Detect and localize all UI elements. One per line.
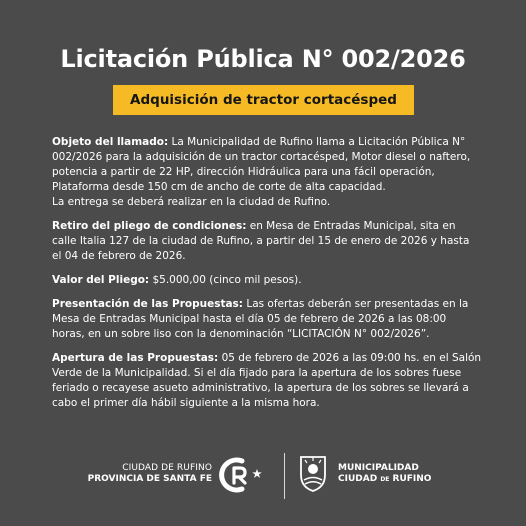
city-line-1: CIUDAD DE RUFINO (122, 463, 212, 473)
municipality-name (338, 463, 431, 485)
section-text: 05 de febrero de 2026 a las 09:00 hs. en el Salón Verde de la Municipalidad. Si el día fijado para la apertura de los sobres fuese feriado o recayese asueto administrativo, la apertura de los sobres se llevará a cabo el primer día hábil siguiente a la misma hora. (52, 352, 482, 409)
city-line-2: PROVINCIA DE SANTA FE (87, 474, 212, 484)
city-name (82, 463, 212, 485)
section-apertura (52, 351, 482, 411)
footer (0, 448, 526, 502)
municipal-seal-icon (298, 453, 328, 493)
city-logo-icon (218, 455, 264, 495)
municipality-line-2-b: RUFINO (389, 474, 432, 484)
r-letter-shape (234, 468, 245, 483)
municipality-line-2-small: DE (380, 476, 390, 483)
page-title: Licitación Pública N° 002/2026 (60, 45, 466, 73)
section-text: $5.000,00 (cinco mil pesos). (152, 274, 302, 286)
municipality-line-2-a: CIUDAD (338, 474, 381, 484)
section-label: Objeto del llamado: (52, 136, 169, 148)
municipality-line-1: MUNICIPALIDAD (338, 463, 419, 473)
section-label: Retiro del pliego de condiciones: (52, 220, 247, 232)
c-letter-shape (222, 460, 242, 490)
section-retiro (52, 219, 482, 264)
section-text: Las ofertas deberán ser presentadas en la Mesa de Entradas Municipal hasta el día 05 de febrero de 2026 a las 08:00 horas, en un sobre liso con la denominación “LICITACIÓN N° 002/2026”. (52, 298, 469, 340)
section-presentacion (52, 297, 482, 342)
section-objeto (52, 135, 482, 210)
section-text: en Mesa de Entradas Municipal, sita en calle Italia 127 de la ciudad de Rufino, a partir del 15 de enero de 2026 y hasta el 04 de febrero de 2026. (52, 220, 470, 262)
section-label: Apertura de las Propuestas: (52, 352, 219, 364)
footer-divider (284, 453, 285, 499)
section-extra-text: La entrega se deberá realizar en la ciudad de Rufino. (52, 196, 331, 208)
subtitle-banner (113, 85, 414, 115)
subtitle-text: Adquisición de tractor cortacésped (130, 92, 397, 108)
section-label: Presentación de las Propuestas: (52, 298, 243, 310)
section-text: La Municipalidad de Rufino llama a Licitación Pública N° 002/2026 para la adquisición de un tractor cortacésped, Motor diesel o naftero, potencia a partir de 22 HP, dirección Hidráulica para una fácil operación, Plataforma desde 150 cm de ancho de corte de alta capacidad. (52, 136, 471, 193)
section-valor (52, 273, 482, 288)
announcement-body (52, 135, 482, 420)
star-icon (252, 469, 262, 478)
section-label: Valor del Pliego: (52, 274, 150, 286)
municipality-line-2 (338, 474, 431, 485)
